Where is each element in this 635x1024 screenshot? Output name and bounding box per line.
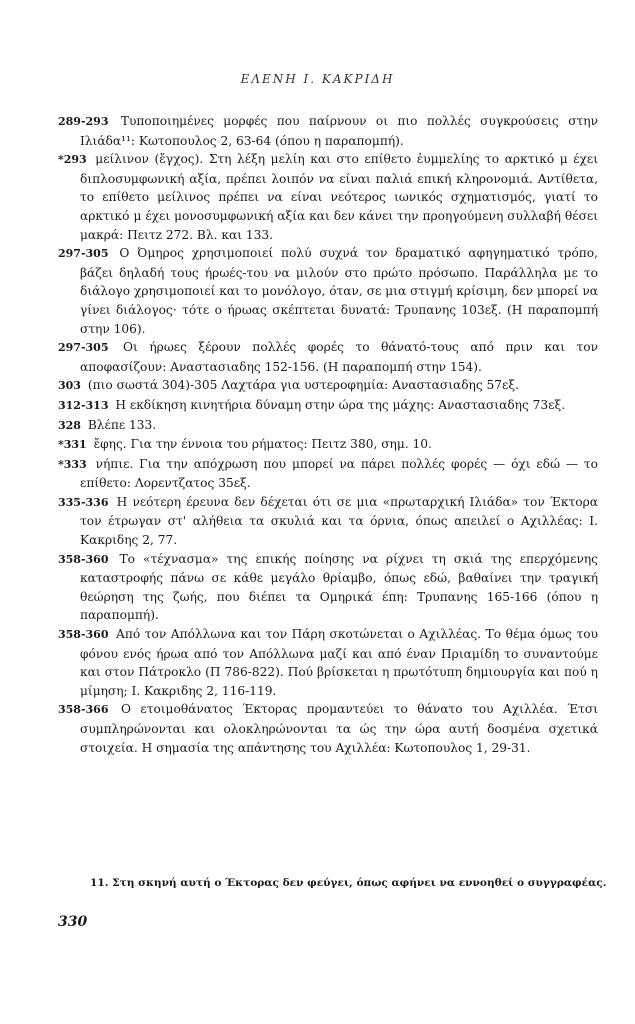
note-ref: 303 bbox=[58, 379, 81, 393]
note-ref: *293 bbox=[58, 153, 87, 167]
note-text: Από τον Απόλλωνα και τον Πάρη σκοτώνεται ο Αχιλλέας. Το θέμα όμως του φόνου ενός ήρωα από τον Απόλλωνα μαζί και από έναν Πριαμίδη το συναντούμε και στον Πάτροκλο (Π 786-822). Πού βρίσκεται η πρωτότυπη δημιουργία και πού η μίμηση; Ι. Κακριδης 2, 116-119. bbox=[80, 627, 598, 698]
note bbox=[58, 150, 598, 244]
note-ref: 358-366 bbox=[58, 703, 109, 717]
note-ref: 358-360 bbox=[58, 552, 109, 566]
note-ref: *331 bbox=[58, 438, 87, 452]
commentary-notes bbox=[58, 112, 598, 757]
note-text: Οι ήρωες ξέρουν πολλές φορές το θάνατό-τους από πριν και τον αποφασίζουν: Αναστασιαδης 152-156. (Η παραπομπή στην 154). bbox=[80, 340, 599, 374]
note-text: Ο Όμηρος χρησιμοποιεί πολύ συχνά τον δραματικό αφηγηματικό τρόπο, βάζει δηλαδή τους ήρωές-του να μιλούν στο πρώτο πρόσωπο. Παράλληλα με το διάλογο χρησιμοποιεί και το μονόλογο, όταν, σε μια στιγμή κρίσιμη, δεν μπορεί να γίνει διάλογος· τότε ο ήρωας σκέπτεται δυνατά: Τρυπανης 103εξ. (Η παραπομπή στην 106). bbox=[80, 246, 599, 336]
note bbox=[58, 396, 598, 416]
page-number: 330 bbox=[58, 914, 88, 930]
note bbox=[58, 244, 598, 338]
note-text: (πιο σωστά 304)-305 Λαχτάρα για υστεροφημία: Αναστασιαδης 57εξ. bbox=[87, 378, 519, 393]
note bbox=[58, 416, 598, 436]
note bbox=[58, 550, 598, 625]
note-text: Τυποποιημένες μορφές που παίρνουν οι πιο πολλές συγκρούσεις στην Ιλιάδα¹¹: Κωτοπουλος 2, 63-64 (όπου η παραπομπή). bbox=[80, 114, 598, 148]
note-ref: 328 bbox=[58, 418, 81, 432]
note bbox=[58, 700, 598, 757]
note-ref: 297-305 bbox=[58, 341, 109, 355]
note bbox=[58, 493, 598, 550]
note bbox=[58, 338, 598, 376]
note bbox=[58, 112, 598, 150]
note-text: μείλινον (ἔγχος). Στη λέξη μελίη και στο επίθετο ἐυμμελίης το αρκτικό μ έχει διπλοσυμφωνική αξία, πρέπει λοιπόν να είναι παλιά επική κληρονομιά. Αντίθετα, το επίθετο μείλινος πρέπει να είναι νεότερος ιωνικός σχηματισμός, γιατί το αρκτικό μ έχει μονοσυμφωνική αξία και δεν κάνει την προηγούμενη συλλαβή θέσει μακρά: Πειτz 272. Βλ. και 133. bbox=[80, 152, 599, 242]
note bbox=[58, 455, 598, 493]
note-text: Ο ετοιμοθάνατος Έκτορας προμαντεύει το θάνατο του Αχιλλέα. Έτσι συμπληρώνονται και ολοκληρώνονται τα ώς την ώρα αυτή δοσμένα σχετικά στοιχεία. Η σημασία της απάντησης του Αχιλλέα: Κωτοπουλος 1, 29-31. bbox=[80, 702, 599, 755]
note-ref: 312-313 bbox=[58, 398, 109, 412]
note-ref: 297-305 bbox=[58, 247, 109, 261]
note-ref: 335-336 bbox=[58, 495, 109, 509]
note-text: Βλέπε 133. bbox=[87, 417, 157, 432]
note-ref: 358-360 bbox=[58, 628, 109, 642]
note-ref: *333 bbox=[58, 457, 87, 471]
note bbox=[58, 435, 598, 455]
note-text: νήπιε. Για την απόχρωση που μπορεί να πάρει πολλές φορές — όχι εδώ — το επίθετο: Λορεντζατος 35εξ. bbox=[80, 456, 599, 491]
note-text: Η εκδίκηση κινητήρια δύναμη στην ώρα της μάχης: Αναστασιαδης 73εξ. bbox=[115, 397, 566, 412]
note-text: Η νεότερη έρευνα δεν δέχεται ότι σε μια «πρωταρχική Ιλιάδα» τον Έκτορα τον έτρωγαν στ' αλήθεια τα σκυλιά και τα όρνια, όπως απειλεί ο Αχιλλέας: Ι. Κακριδης 2, 77. bbox=[80, 494, 598, 548]
footnote: 11. Στη σκηνή αυτή ο Έκτορας δεν φεύγει, όπως αφήνει να εννοηθεί ο συγγραφέας. bbox=[90, 877, 607, 889]
note bbox=[58, 625, 598, 700]
running-head: ΕΛΕΝΗ Ι. ΚΑΚΡΙΔΗ bbox=[240, 72, 395, 86]
note-text: Το «τέχνασμα» της επικής ποίησης να ρίχνει τη σκιά της επερχόμενης καταστροφής πάνω σε κάθε μεγάλο θρίαμβο, όπως εδώ, βαθαίνει την τραγική θεώρηση της ζωής, που διέπει τα Ομηρικά έπη: Τρυπανης 165-166 (όπου η παραπομπή). bbox=[80, 551, 599, 623]
note bbox=[58, 376, 598, 396]
note-ref: 289-293 bbox=[58, 115, 109, 128]
note-text: ἔφης. Για την έννοια του ρήματος: Πειτz 380, σημ. 10. bbox=[93, 437, 432, 452]
